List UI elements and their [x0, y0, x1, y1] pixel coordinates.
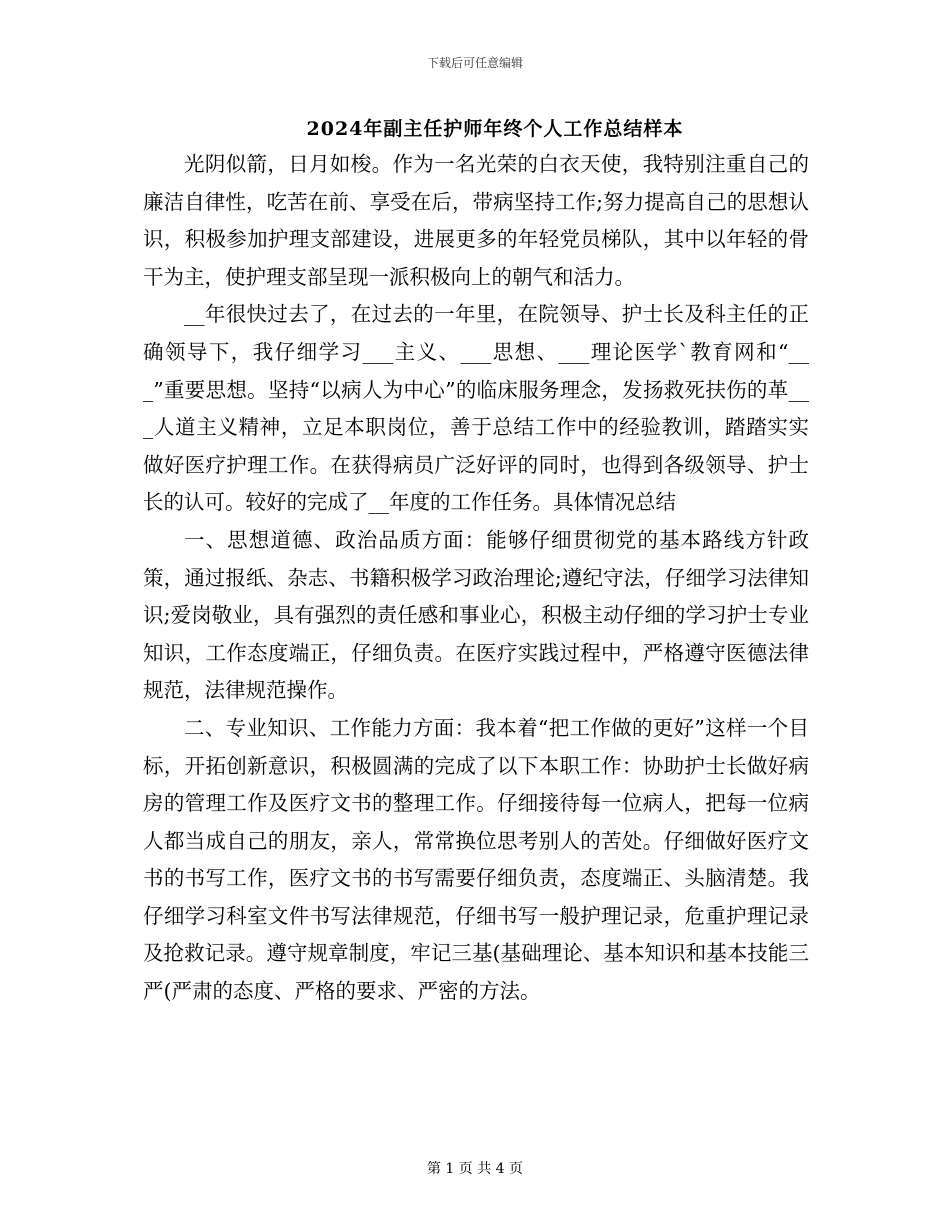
paragraph-year-review: __年很快过去了，在过去的一年里，在院领导、护士长及科主任的正确领导下，我仔细学习___主义、___思想、___理论医学`教育网和“___”重要思想。坚持“以病人为中心”的临床服务理念，发扬救死扶伤的革___人道主义精神，立足本职岗位，善于总结工作中的经验教训，踏踏实实做好医疗护理工作。在获得病员广泛好评的同时，也得到各级领导、护士长的认可。较好的完成了__年度的工作任务。具体情况总结 — [143, 302, 809, 515]
document-title: 2024年副主任护师年终个人工作总结样本 — [306, 118, 684, 140]
paragraph-intro: 光阴似箭，日月如梭。作为一名光荣的白衣天使，我特别注重自己的廉洁自律性，吃苦在前、享受在后，带病坚持工作;努力提高自己的思想认识，积极参加护理支部建设，进展更多的年轻党员梯队，其中以年轻的骨干为主，使护理支部呈现一派积极向上的朝气和活力。 — [143, 152, 809, 289]
paragraph-ideology: 一、思想道德、政治品质方面：能够仔细贯彻党的基本路线方针政策，通过报纸、杂志、书籍积极学习政治理论;遵纪守法，仔细学习法律知识;爱岗敬业，具有强烈的责任感和事业心，积极主动仔细的学习护士专业知识，工作态度端正，仔细负责。在医疗实践过程中，严格遵守医德法律规范，法律规范操作。 — [143, 527, 809, 703]
document-body — [143, 146, 809, 1011]
page-header-note: 下载后可任意编辑 — [426, 56, 523, 70]
page-number: 第 1 页 共 4 页 — [426, 1161, 524, 1177]
paragraph-professional: 二、专业知识、工作能力方面：我本着“把工作做的更好”这样一个目标，开拓创新意识，积极圆满的完成了以下本职工作：协助护士长做好病房的管理工作及医疗文书的整理工作。仔细接待每一位病人，把每一位病人都当成自己的朋友，亲人，常常换位思考别人的苦处。仔细做好医疗文书的书写工作，医疗文书的书写需要仔细负责，态度端正、头脑清楚。我仔细学习科室文件书写法律规范，仔细书写一般护理记录，危重护理记录及抢救记录。遵守规章制度，牢记三基(基础理论、基本知识和基本技能三严(严肃的态度、严格的要求、严密的方法。 — [143, 715, 809, 1004]
